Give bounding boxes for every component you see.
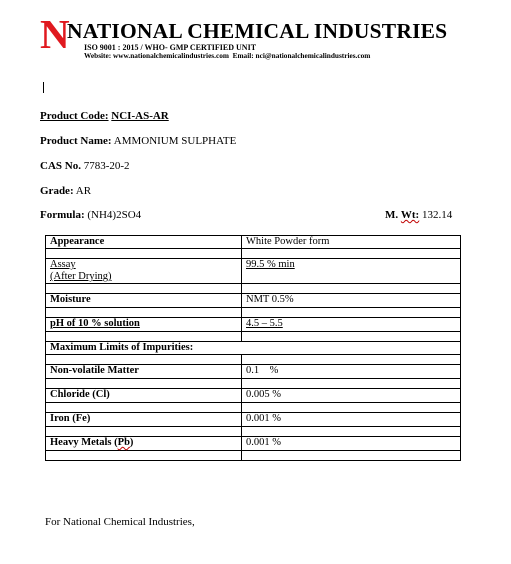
company-logo: N bbox=[40, 11, 70, 57]
table-row bbox=[46, 413, 461, 427]
specification-table bbox=[45, 235, 461, 461]
value-cell: 0.001 % bbox=[242, 413, 461, 427]
value-cell: 4.5 – 5.5 bbox=[242, 318, 461, 332]
value-cell: White Powder form bbox=[242, 236, 461, 249]
cas-value: 7783-20-2 bbox=[83, 160, 130, 172]
spacer-row bbox=[46, 403, 461, 413]
param-cell: Non-volatile Matter bbox=[46, 365, 242, 379]
table-row bbox=[46, 318, 461, 332]
spacer-row bbox=[46, 427, 461, 437]
param-cell: pH of 10 % solution bbox=[46, 318, 242, 332]
grade-label: Grade: bbox=[40, 185, 74, 197]
param-cell: Iron (Fe) bbox=[46, 413, 242, 427]
product-name-label: Product Name: bbox=[40, 135, 112, 147]
param-cell bbox=[46, 259, 242, 284]
table-row bbox=[46, 365, 461, 379]
product-code-label: Product Code: bbox=[40, 110, 109, 122]
table-row bbox=[46, 437, 461, 451]
table-row bbox=[46, 236, 461, 249]
spacer-row bbox=[46, 284, 461, 294]
value-cell: 99.5 % min bbox=[242, 259, 461, 284]
cas-label: CAS No. bbox=[40, 160, 81, 172]
spacer-row bbox=[46, 308, 461, 318]
param-cell bbox=[46, 437, 242, 451]
formula-label: Formula: bbox=[40, 209, 85, 221]
product-code-value: NCI-AS-AR bbox=[111, 110, 169, 122]
table-row bbox=[46, 259, 461, 284]
email-link[interactable]: nci@nationalchemicalindustries.com bbox=[255, 51, 371, 60]
text-cursor bbox=[43, 82, 44, 93]
product-name-line bbox=[40, 134, 236, 148]
section-heading: Maximum Limits of Impurities: bbox=[46, 342, 461, 355]
param-cell: Moisture bbox=[46, 294, 242, 308]
table-row bbox=[46, 389, 461, 403]
section-row bbox=[46, 342, 461, 355]
spacer-row bbox=[46, 355, 461, 365]
product-code-line bbox=[40, 109, 169, 123]
value-cell: 0.1 % bbox=[242, 365, 461, 379]
website-label: Website: bbox=[84, 51, 112, 60]
contact-line bbox=[84, 51, 370, 60]
param-text-c: ) bbox=[129, 437, 134, 448]
grade-value: AR bbox=[75, 185, 92, 197]
mw-label-a: M. bbox=[385, 209, 399, 221]
cas-line bbox=[40, 159, 130, 173]
table-row bbox=[46, 294, 461, 308]
spacer-row bbox=[46, 332, 461, 342]
param-cell: Chloride (Cl) bbox=[46, 389, 242, 403]
molecular-weight-line bbox=[385, 208, 452, 222]
param-note: (After Drying) bbox=[50, 271, 112, 282]
value-cell: 0.001 % bbox=[242, 437, 461, 451]
certification-line: ISO 9001 : 2015 / WHO- GMP CERTIFIED UNIT bbox=[84, 43, 257, 52]
param-text-a: Heavy Metals ( bbox=[50, 437, 118, 448]
param-text: Assay bbox=[50, 259, 76, 270]
grade-line bbox=[40, 184, 91, 198]
formula-line bbox=[40, 208, 141, 222]
mw-label-b: Wt: bbox=[400, 209, 420, 221]
param-cell: Appearance bbox=[46, 236, 242, 249]
spacer-row bbox=[46, 451, 461, 461]
company-name: NATIONAL CHEMICAL INDUSTRIES bbox=[67, 19, 448, 43]
product-name-value: AMMONIUM SULPHATE bbox=[113, 135, 237, 147]
website-link[interactable]: www.nationalchemicalindustries.com bbox=[113, 51, 229, 60]
value-cell: 0.005 % bbox=[242, 389, 461, 403]
signoff: For National Chemical Industries, bbox=[45, 516, 195, 528]
email-label: Email: bbox=[232, 51, 254, 60]
param-text-b: Pb bbox=[117, 437, 130, 448]
spacer-row bbox=[46, 249, 461, 259]
formula-value: (NH4)2SO4 bbox=[87, 209, 142, 221]
mw-value: 132.14 bbox=[421, 209, 453, 221]
value-cell: NMT 0.5% bbox=[242, 294, 461, 308]
spacer-row bbox=[46, 379, 461, 389]
